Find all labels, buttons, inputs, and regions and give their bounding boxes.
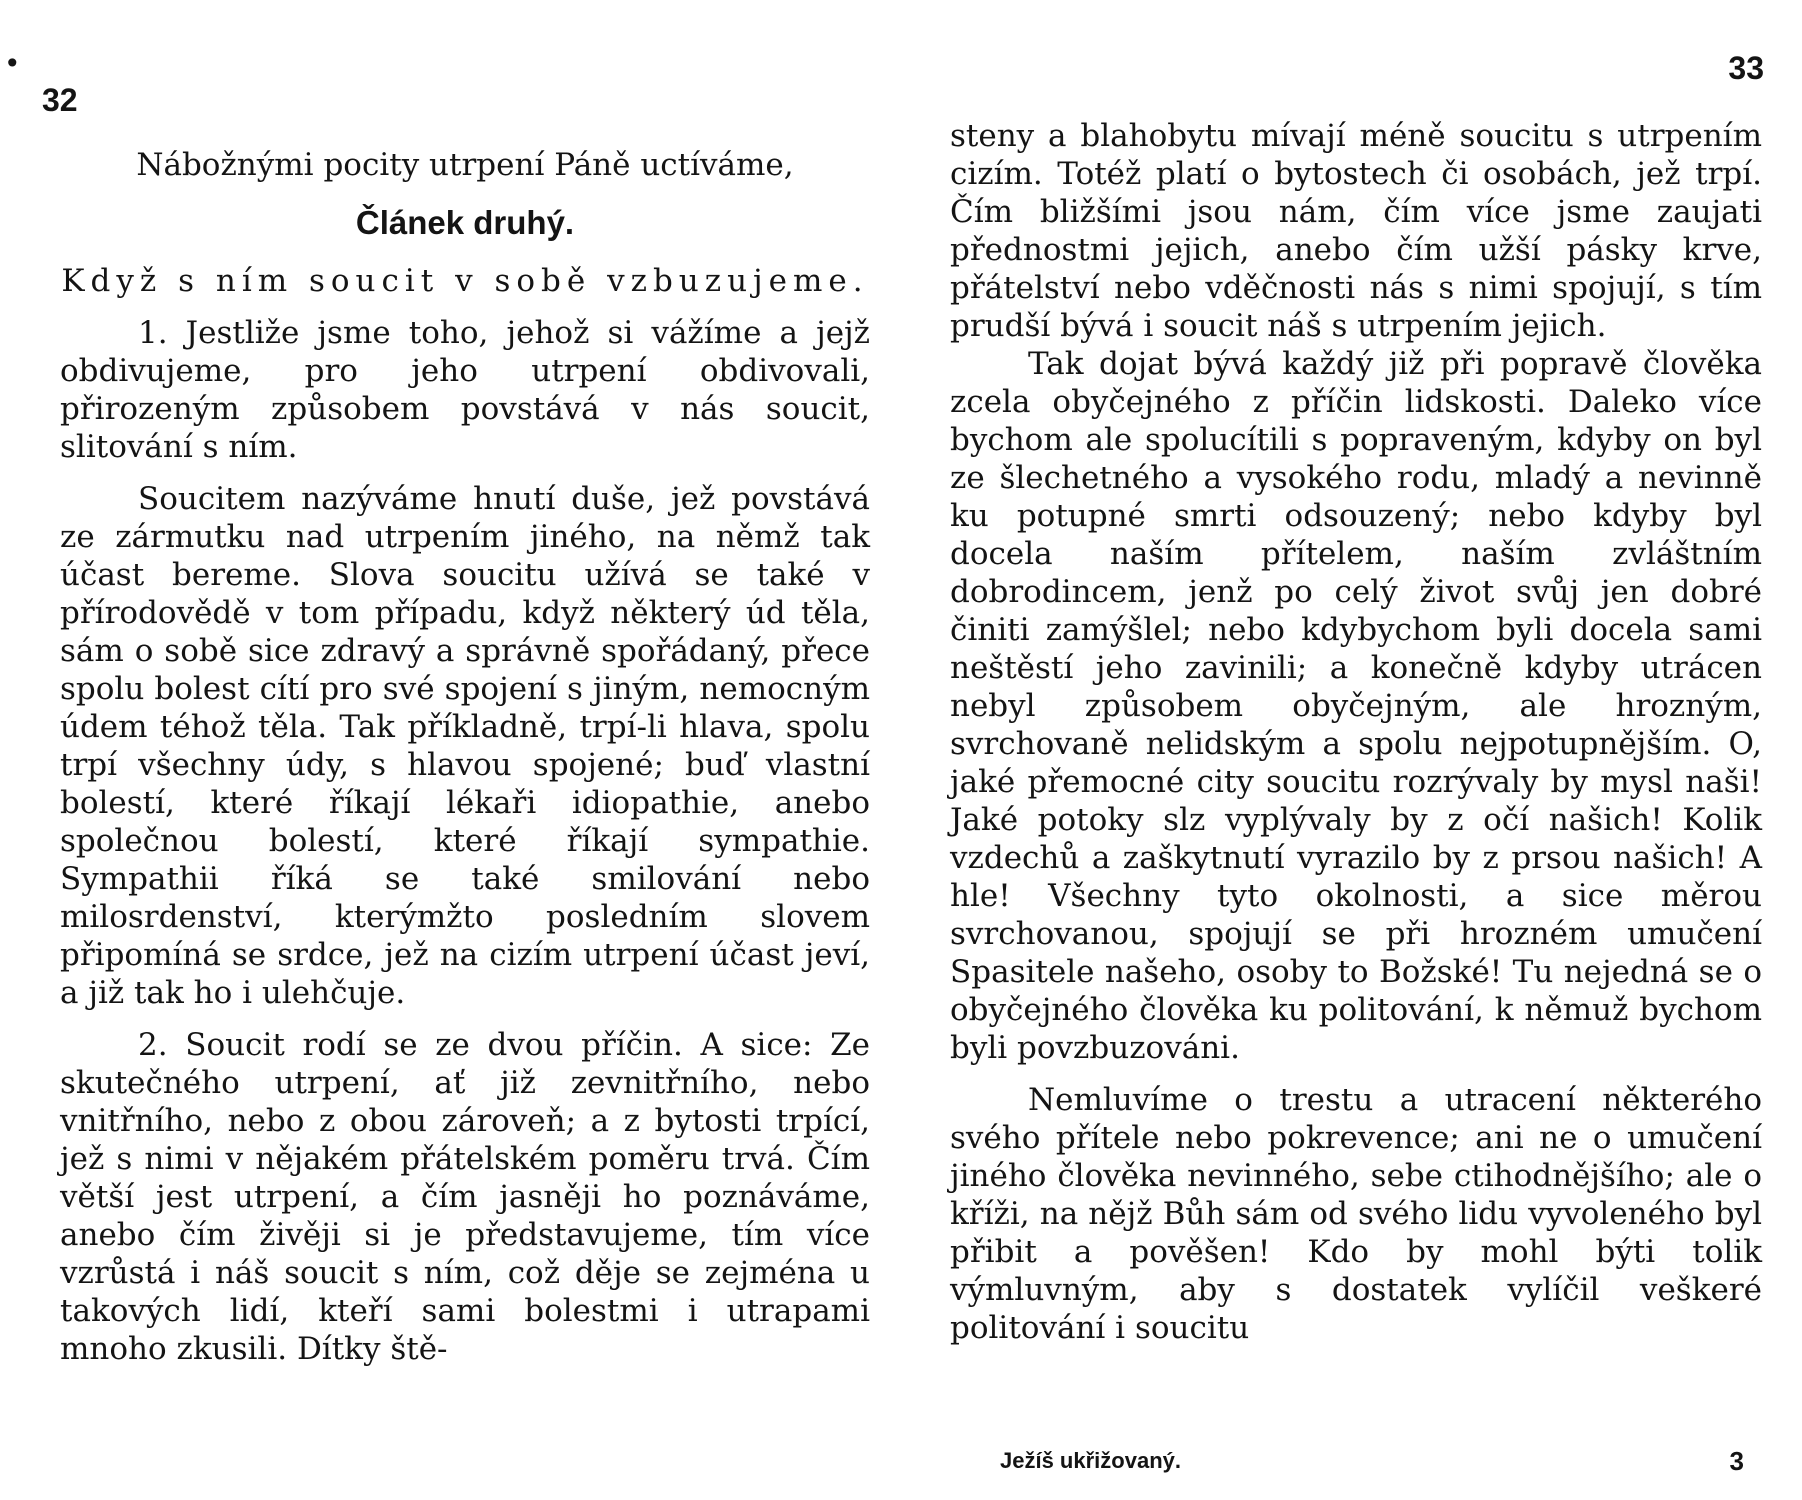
footer-signature-mark: 3 <box>1729 1446 1744 1476</box>
right-page <box>900 0 1802 1500</box>
paragraph: 1. Jestliže jsme toho, jehož si vážíme a jejž obdivujeme, pro jeho utrpení obdivovali, přirozeným způsobem povstává v nás soucit, slitování s ním. <box>60 315 870 465</box>
paragraph: Tak dojat bývá každý již při popravě člověka zcela obyčejného z příčin lidskosti. Daleko více bychom ale spolucítili s popraveným, kdyby on byl ze šlechetného a vysokého rodu, mladý a nevinně ku potupné smrti odsouzený; nebo kdyby byl docela naším přítelem, naším zvláštním dobrodincem, jenž po celý život svůj jen dobré činiti zamýšlel; nebo kdybychom byli docela sami neštěstí jeho zavinili; a konečně kdyby utrácen nebyl způsobem obyčejným, ale hrozným, svrchovaně nelidským a spolu nejpotupnějším. O, jaké přemocné city soucitu rozrývaly by mysl naši! Jaké potoky slz vyplývaly by z očí našich! Kolik vzdechů a zaškytnutí vyrazilo by z prsou našich! A hle! Všechny tyto okolnosti, a sice měrou svrchovanou, spojují se při hrozném umučení Spasitele našeho, osoby to Božské! Tu nejedná se o obyčejného člověka ku politování, k němuž bychom byli povzbuzováni. <box>950 346 1762 1066</box>
left-text-column <box>60 146 870 1368</box>
page-number-right: 33 <box>1728 50 1764 86</box>
paragraph: 2. Soucit rodí se ze dvou příčin. A sice: Ze skutečného utrpení, ať již zevnitřního, nebo vnitřního, nebo z obou zároveň; a z bytosti trpící, jež s nimi v nějakém přátelském poměru trvá. Čím větší jest utrpení, a čím jasněji ho poznáváme, anebo čím živěji si je představujeme, tím více vzrůstá i náš soucit s ním, což děje se zejména u takových lidí, kteří sami bolestmi i utrapami mnoho zkusili. Dítky ště- <box>60 1027 870 1367</box>
chapter-title: Článek druhý. <box>355 204 575 241</box>
paragraph: Soucitem nazýváme hnutí duše, jež povstává ze zármutku nad utrpením jiného, na němž tak účast bereme. Slova soucitu užívá se také v přírodovědě v tom případu, když některý úd těla, sám o sobě sice zdravý a správně spořádaný, přece spolu bolest cítí pro své spojení s jiným, nemocným údem téhož těla. Tak příkladně, trpí-li hlava, spolu trpí všechny údy, s hlavou spojené; buď vlastní bolestí, které říkají lékaři idiopathie, anebo společnou bolestí, které říkají sympathie. Sympathii říká se také smilování nebo milosrdenství, kterýmžto posledním slovem připomíná se srdce, jež na cizím utrpení účast jeví, a již tak ho i ulehčuje. <box>60 481 870 1011</box>
heading-line: Nábožnými pocity utrpení Páně uctíváme, <box>136 147 794 183</box>
left-page <box>0 0 900 1500</box>
page-number-left: 32 <box>42 82 78 118</box>
paragraph: Nemluvíme o trestu a utracení některého svého přítele nebo pokrevence; ani ne o umučení jiného člověka nevinného, sebe ctihodnějšího; ale o kříži, na nějž Bůh sám od svého lidu vyvoleného byl přibit a pověšen! Kdo by mohl býti tolik výmluvným, aby s dostatek vylíčil veškeré politování i soucitu <box>950 1082 1762 1346</box>
paragraph: steny a blahobytu mívají méně soucitu s utrpením cizím. Totéž platí o bytostech či osobách, jež trpí. Čím bližšími jsou nám, čím více jsme zaujati přednostmi jejich, anebo čím užší pásky krve, přátelství nebo vděčnosti nás s nimi spojují, s tím prudší bývá i soucit náš s utrpením jejich. <box>950 118 1762 344</box>
chapter-subtitle: Když s ním soucit v sobě vzbuzujeme. <box>61 263 869 299</box>
stray-mark: • <box>4 47 21 80</box>
right-text-column <box>950 117 1762 1347</box>
footer-book-title: Ježíš ukřižovaný. <box>1000 1448 1181 1473</box>
